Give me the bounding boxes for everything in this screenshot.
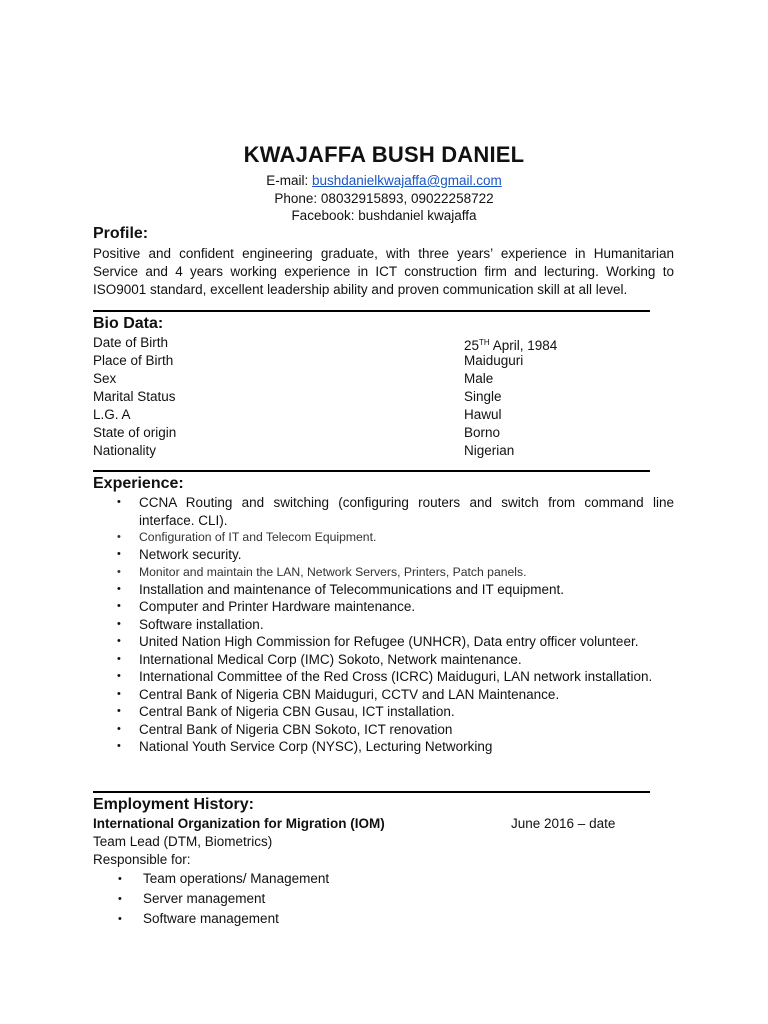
candidate-name: KWAJAFFA BUSH DANIEL bbox=[243, 142, 525, 167]
bio-value: 25TH April, 1984 bbox=[464, 338, 558, 353]
job-organization: International Organization for Migration (IOM) bbox=[93, 816, 385, 831]
job-responsible-label: Responsible for: bbox=[93, 852, 191, 867]
bio-label: State of origin bbox=[93, 425, 177, 440]
bullet-icon: • bbox=[117, 687, 121, 700]
facebook-line: Facebook: bushdaniel kwajaffa bbox=[291, 208, 477, 223]
bio-row bbox=[93, 334, 653, 352]
list-item: • Software installation. bbox=[117, 616, 264, 632]
bio-data-heading: Bio Data: bbox=[93, 315, 164, 332]
email-line bbox=[0, 172, 768, 190]
bio-row bbox=[93, 442, 653, 460]
list-item: • Central Bank of Nigeria CBN Maiduguri, CCTV and LAN Maintenance. bbox=[117, 686, 560, 702]
list-item: • Central Bank of Nigeria CBN Gusau, ICT installation. bbox=[117, 704, 455, 719]
bio-label: Date of Birth bbox=[93, 335, 169, 350]
job-header bbox=[93, 815, 653, 833]
list-item: • Monitor and maintain the LAN, Network Servers, Printers, Patch panels. bbox=[117, 564, 527, 579]
job-date: June 2016 – date bbox=[511, 816, 616, 831]
phone-line: Phone: 08032915893, 09022258722 bbox=[274, 190, 494, 206]
bio-row bbox=[93, 424, 653, 442]
bullet-icon: • bbox=[117, 496, 121, 508]
bullet-icon: • bbox=[117, 705, 121, 717]
bio-label: Sex bbox=[93, 371, 117, 386]
bio-row bbox=[93, 370, 653, 388]
list-item: • Server management bbox=[93, 889, 653, 909]
list-item: • Team operations/ Management bbox=[93, 869, 653, 889]
section-divider bbox=[93, 791, 650, 793]
resume-header bbox=[0, 142, 768, 225]
list-item: • CCNA Routing and switching (configuring routers and switch from command line interface. CLI). bbox=[117, 495, 674, 528]
bullet-icon: • bbox=[117, 670, 121, 682]
bullet-icon: • bbox=[117, 600, 121, 612]
bio-value: Nigerian bbox=[464, 443, 515, 458]
list-item: • International Medical Corp (IMC) Sokoto, Network maintenance. bbox=[117, 651, 522, 667]
section-divider bbox=[93, 470, 650, 472]
bullet-icon: • bbox=[117, 617, 121, 630]
bio-value: Hawul bbox=[464, 407, 502, 422]
job-role: Team Lead (DTM, Biometrics) bbox=[93, 834, 273, 849]
bio-data-table bbox=[93, 334, 653, 460]
bullet-icon: • bbox=[117, 635, 121, 647]
profile-text: Positive and confident engineering graduate, with three years’ experience in Humanitarian Service and 4 years working experience in ICT construction firm and lecturing. Working to ISO9001 standard, excellent leadership ability and proven communication skill at all level. bbox=[93, 246, 674, 297]
bio-value: Single bbox=[464, 389, 502, 404]
bio-label: Nationality bbox=[93, 443, 157, 458]
list-item: • Configuration of IT and Telecom Equipment. bbox=[117, 530, 377, 544]
list-item: • Software management bbox=[93, 909, 653, 929]
email-link[interactable]: bushdanielkwajaffa@gmail.com bbox=[311, 173, 502, 188]
bio-label: L.G. A bbox=[93, 407, 131, 422]
bullet-icon: • bbox=[117, 582, 121, 595]
profile-heading: Profile: bbox=[93, 225, 149, 242]
bio-row bbox=[93, 406, 653, 424]
experience-heading: Experience: bbox=[93, 475, 184, 492]
bio-label: Place of Birth bbox=[93, 353, 174, 368]
bullet-icon: • bbox=[117, 565, 121, 578]
bullet-icon: • bbox=[117, 531, 121, 543]
employment-heading: Employment History: bbox=[93, 796, 254, 813]
list-item: • Central Bank of Nigeria CBN Sokoto, ICT renovation bbox=[117, 721, 453, 737]
list-item: • National Youth Service Corp (NYSC), Lecturing Networking bbox=[117, 739, 493, 754]
duties-list bbox=[93, 869, 653, 929]
list-item: • United Nation High Commission for Refugee (UNHCR), Data entry officer volunteer. bbox=[117, 634, 639, 649]
list-item: • International Committee of the Red Cross (ICRC) Maiduguri, LAN network installation. bbox=[117, 669, 653, 684]
bullet-icon: • bbox=[118, 893, 122, 905]
list-item: • Installation and maintenance of Telecommunications and IT equipment. bbox=[117, 581, 565, 597]
job-entry bbox=[93, 815, 653, 929]
section-divider bbox=[93, 310, 650, 312]
bio-value: Male bbox=[464, 371, 494, 386]
list-item: • Computer and Printer Hardware maintenance. bbox=[117, 599, 416, 614]
list-item: • Network security. bbox=[117, 547, 242, 562]
bullet-icon: • bbox=[117, 548, 121, 560]
bullet-icon: • bbox=[118, 913, 122, 925]
bio-value: Borno bbox=[464, 425, 501, 440]
bullet-icon: • bbox=[117, 722, 121, 735]
bullet-icon: • bbox=[117, 652, 121, 665]
bio-value: Maiduguri bbox=[464, 353, 524, 368]
bio-row bbox=[93, 352, 653, 370]
bio-row bbox=[93, 388, 653, 406]
bullet-icon: • bbox=[117, 740, 121, 752]
bio-label: Marital Status bbox=[93, 389, 176, 404]
bullet-icon: • bbox=[118, 873, 122, 885]
email-label: E-mail: bbox=[266, 173, 309, 188]
experience-list bbox=[93, 494, 674, 756]
